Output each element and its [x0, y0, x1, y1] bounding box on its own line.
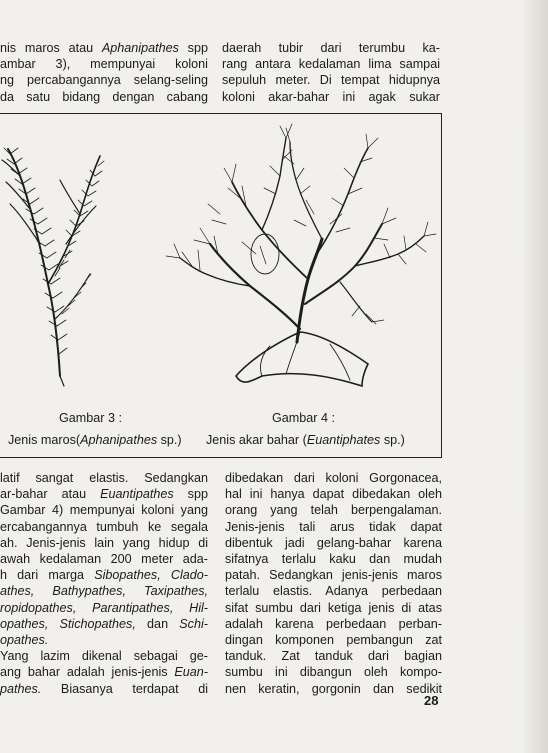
- text-line: [0, 648, 208, 664]
- text-line: [0, 470, 208, 486]
- bottom-left-column: [0, 470, 208, 697]
- text-line: [225, 567, 442, 583]
- text-line: [222, 89, 440, 105]
- text-run: dibedakan dari koloni Gorgonacea,: [225, 471, 442, 485]
- text-run: ng percabangannya selang-seling: [0, 73, 208, 88]
- text-line: [0, 72, 208, 88]
- top-left-column: [0, 40, 208, 105]
- text-line: [0, 56, 208, 72]
- text-line: [225, 470, 442, 486]
- text-run: ambar 3), mempunyai koloni: [0, 57, 208, 72]
- text-run: patah. Sedangkan jenis-jenis maros: [225, 568, 442, 583]
- text-line: [0, 535, 208, 551]
- text-run: nen keratin, gorgonin dan sedikit: [225, 681, 442, 696]
- text-run: spp: [178, 41, 208, 55]
- rock-base-outline: [236, 332, 368, 386]
- text-run: Sibopathes, Clado-: [94, 568, 208, 583]
- text-line: [0, 40, 208, 56]
- caption-4-text: Jenis akar bahar (Euantiphates sp.): [206, 433, 405, 447]
- text-run: ropidopathes, Parantipathes, Hil-: [0, 600, 208, 615]
- text-run: opathes.: [0, 633, 49, 648]
- text-run: Euan-: [174, 665, 208, 680]
- text-run: spp: [173, 487, 208, 502]
- text-line: [0, 681, 208, 697]
- coral-illustrations: [0, 114, 441, 457]
- text-line: [0, 600, 208, 616]
- text-run: Schi-: [179, 616, 208, 631]
- figure-box: [0, 113, 442, 458]
- text-run: sifat sumbu dari ketiga jenis di atas: [225, 600, 442, 615]
- akar-bahar-twigs: [166, 124, 436, 324]
- text-run: daerah tubir dari terumbu ka-: [222, 41, 440, 55]
- text-line: [0, 664, 208, 680]
- text-run: koloni akar-bahar ini agak sukar: [222, 89, 440, 104]
- text-run: ercabangannya tumbuh ke segala: [0, 519, 208, 534]
- caption-3-text: Jenis maros(Aphanipathes sp.): [8, 433, 182, 447]
- text-run: dingan komponen pembangun zat: [225, 633, 442, 648]
- text-run: sumbu ini dibangun oleh kompo-: [225, 665, 442, 680]
- text-line: [222, 72, 440, 88]
- text-run: Gambar 4) mempunyai koloni yang: [0, 503, 208, 518]
- text-line: [0, 632, 208, 648]
- text-line: [225, 600, 442, 616]
- text-line: [225, 502, 442, 518]
- text-line: [225, 648, 442, 664]
- text-run: ah. Jenis-jenis lain yang hidup di: [0, 535, 208, 550]
- text-run: nis maros atau: [0, 41, 102, 55]
- text-run: Yang lazim dikenal sebagai ge-: [0, 649, 208, 664]
- text-run: latif sangat elastis. Sedangkan: [0, 471, 208, 485]
- caption-3-title: Gambar 3 :: [59, 411, 122, 425]
- text-line: [225, 664, 442, 680]
- text-run: adalah karena perbedaan perban-: [225, 616, 442, 631]
- text-run: ang bahar adalah jenis-jenis: [0, 665, 175, 680]
- text-run: rang antara kedalaman lima sampai: [222, 57, 440, 72]
- top-right-column: [222, 40, 440, 105]
- text-line: [0, 519, 208, 535]
- text-line: [225, 535, 442, 551]
- text-run: dan: [135, 616, 180, 631]
- text-run: ar-bahar atau: [0, 487, 101, 502]
- text-line: [225, 583, 442, 599]
- text-line: [225, 632, 442, 648]
- maros-colony-drawing: [2, 149, 100, 386]
- rock-base-facets: [260, 332, 350, 380]
- text-run: terlalu elastis. Adanya perbedaan: [225, 584, 442, 599]
- page-edge-shadow: [522, 0, 548, 753]
- caption-4-title: Gambar 4 :: [272, 411, 335, 425]
- text-run: Biasanya terdapat di: [41, 681, 208, 696]
- text-run: Aphanipathes: [101, 41, 179, 55]
- bottom-right-column: [225, 470, 442, 697]
- text-run: Jenis-jenis tali arus tidak dapat: [225, 519, 442, 534]
- text-line: [222, 40, 440, 56]
- text-run: dibentuk jadi gelang-bahar karena: [225, 535, 442, 550]
- text-line: [225, 681, 442, 697]
- text-run: da satu bidang dengan cabang: [0, 89, 208, 104]
- text-line: [0, 616, 208, 632]
- text-run: pathes.: [0, 681, 42, 696]
- text-run: hal ini hanya dapat dibedakan oleh: [225, 487, 442, 502]
- text-run: h dari marga: [0, 568, 95, 583]
- text-run: sepuluh meter. Di tempat hidupnya: [222, 73, 440, 88]
- text-run: Euantipathes: [100, 487, 174, 502]
- text-line: [0, 551, 208, 567]
- text-line: [225, 551, 442, 567]
- text-line: [0, 583, 208, 599]
- text-run: sifatnya terlalu kaku dan mudah: [225, 552, 442, 567]
- text-line: [225, 486, 442, 502]
- text-line: [225, 519, 442, 535]
- text-line: [0, 486, 208, 502]
- text-line: [222, 56, 440, 72]
- text-run: awah kedalaman 200 meter ada-: [0, 552, 208, 567]
- text-line: [0, 502, 208, 518]
- text-run: athes, Bathypathes, Taxipathes,: [0, 584, 208, 599]
- text-run: opathes, Stichopathes,: [0, 616, 136, 631]
- text-run: orang yang telah berpengalaman.: [225, 503, 442, 518]
- akar-bahar-loop: [251, 234, 279, 274]
- text-line: [0, 89, 208, 105]
- text-line: [225, 616, 442, 632]
- text-run: tanduk. Zat tanduk dari bagian: [225, 649, 442, 664]
- page-number: 28: [424, 693, 439, 708]
- text-line: [0, 567, 208, 583]
